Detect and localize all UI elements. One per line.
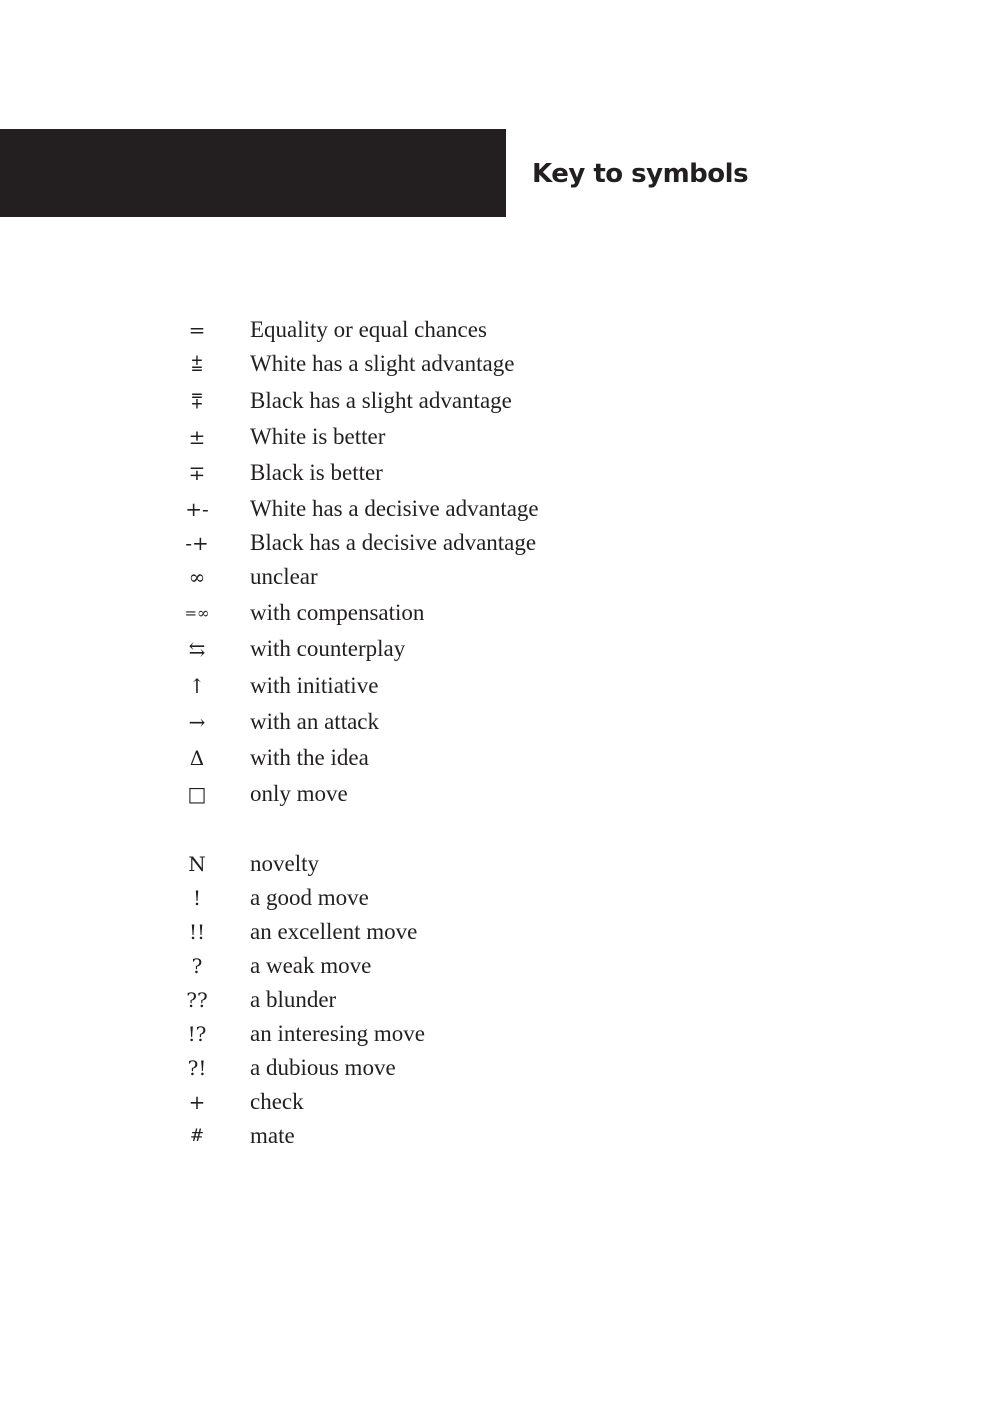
symbol-meaning: a good move	[250, 885, 369, 910]
symbol-meaning: a dubious move	[250, 1055, 396, 1080]
symbol-glyph: =	[188, 318, 206, 342]
symbol-glyph: ?	[191, 954, 203, 978]
symbol-row	[0, 313, 1000, 347]
symbol-glyph: ↑	[188, 674, 206, 698]
symbol-row	[0, 705, 1000, 739]
symbol-row	[0, 492, 1000, 526]
symbol-row	[0, 669, 1000, 703]
symbol-glyph: !	[192, 886, 202, 910]
symbol-row	[0, 384, 1000, 418]
symbol-row	[0, 420, 1000, 454]
symbol-meaning: White has a decisive advantage	[250, 496, 539, 521]
symbol-row	[0, 632, 1000, 666]
symbol-meaning: only move	[250, 781, 348, 806]
symbol-glyph: ⩲	[191, 352, 203, 376]
symbol-glyph: ±	[188, 425, 206, 449]
symbol-meaning: unclear	[250, 564, 318, 589]
symbol-glyph: ??	[186, 988, 208, 1012]
symbol-meaning: Equality or equal chances	[250, 317, 487, 342]
symbol-meaning: with initiative	[250, 673, 379, 698]
symbol-row	[0, 560, 1000, 594]
symbol-glyph: +-	[185, 497, 209, 521]
symbol-glyph: ⇆	[188, 637, 206, 661]
symbol-row	[0, 983, 1000, 1017]
symbol-meaning: with compensation	[250, 600, 425, 625]
symbol-row	[0, 777, 1000, 811]
symbol-meaning: Black has a decisive advantage	[250, 530, 537, 555]
symbol-row	[0, 1085, 1000, 1119]
symbol-meaning: mate	[250, 1123, 295, 1148]
symbol-glyph: →	[188, 710, 206, 734]
symbol-meaning: Black has a slight advantage	[250, 388, 512, 413]
symbol-glyph: #	[189, 1126, 205, 1146]
symbol-glyph: ?!	[187, 1056, 207, 1080]
symbol-row	[0, 881, 1000, 915]
symbol-glyph: +	[188, 1090, 206, 1114]
symbol-meaning: Black is better	[250, 460, 383, 485]
symbol-meaning: an excellent move	[250, 919, 418, 944]
symbol-meaning: a blunder	[250, 987, 337, 1012]
symbol-row	[0, 347, 1000, 381]
symbol-glyph: N	[188, 852, 206, 876]
symbol-glyph: Δ	[189, 746, 205, 770]
symbol-row	[0, 915, 1000, 949]
symbol-glyph: ⩱	[191, 389, 203, 413]
symbol-meaning: a weak move	[250, 953, 372, 978]
symbol-meaning: with the idea	[250, 745, 369, 770]
page-title: Key to symbols	[532, 159, 749, 189]
symbol-meaning: White is better	[250, 424, 386, 449]
symbol-glyph: □	[187, 782, 207, 806]
symbol-meaning: White has a slight advantage	[250, 351, 515, 376]
symbol-glyph: ∞	[188, 565, 206, 589]
symbol-row	[0, 1051, 1000, 1085]
symbol-meaning: novelty	[250, 851, 319, 876]
symbol-row	[0, 1119, 1000, 1153]
symbol-row	[0, 526, 1000, 560]
symbol-meaning: with counterplay	[250, 636, 406, 661]
symbol-row	[0, 949, 1000, 983]
symbol-glyph: ∓	[188, 461, 206, 485]
symbol-meaning: an interesing move	[250, 1021, 426, 1046]
symbol-row	[0, 456, 1000, 490]
symbol-row	[0, 596, 1000, 630]
symbol-row	[0, 847, 1000, 881]
symbol-glyph: -+	[185, 531, 209, 555]
symbol-meaning: check	[250, 1089, 304, 1114]
symbol-meaning: with an attack	[250, 709, 380, 734]
symbol-glyph: =∞	[184, 604, 210, 622]
symbol-row	[0, 1017, 1000, 1051]
symbol-glyph: !!	[188, 920, 206, 944]
symbol-row	[0, 741, 1000, 775]
symbol-glyph: !?	[187, 1022, 207, 1046]
